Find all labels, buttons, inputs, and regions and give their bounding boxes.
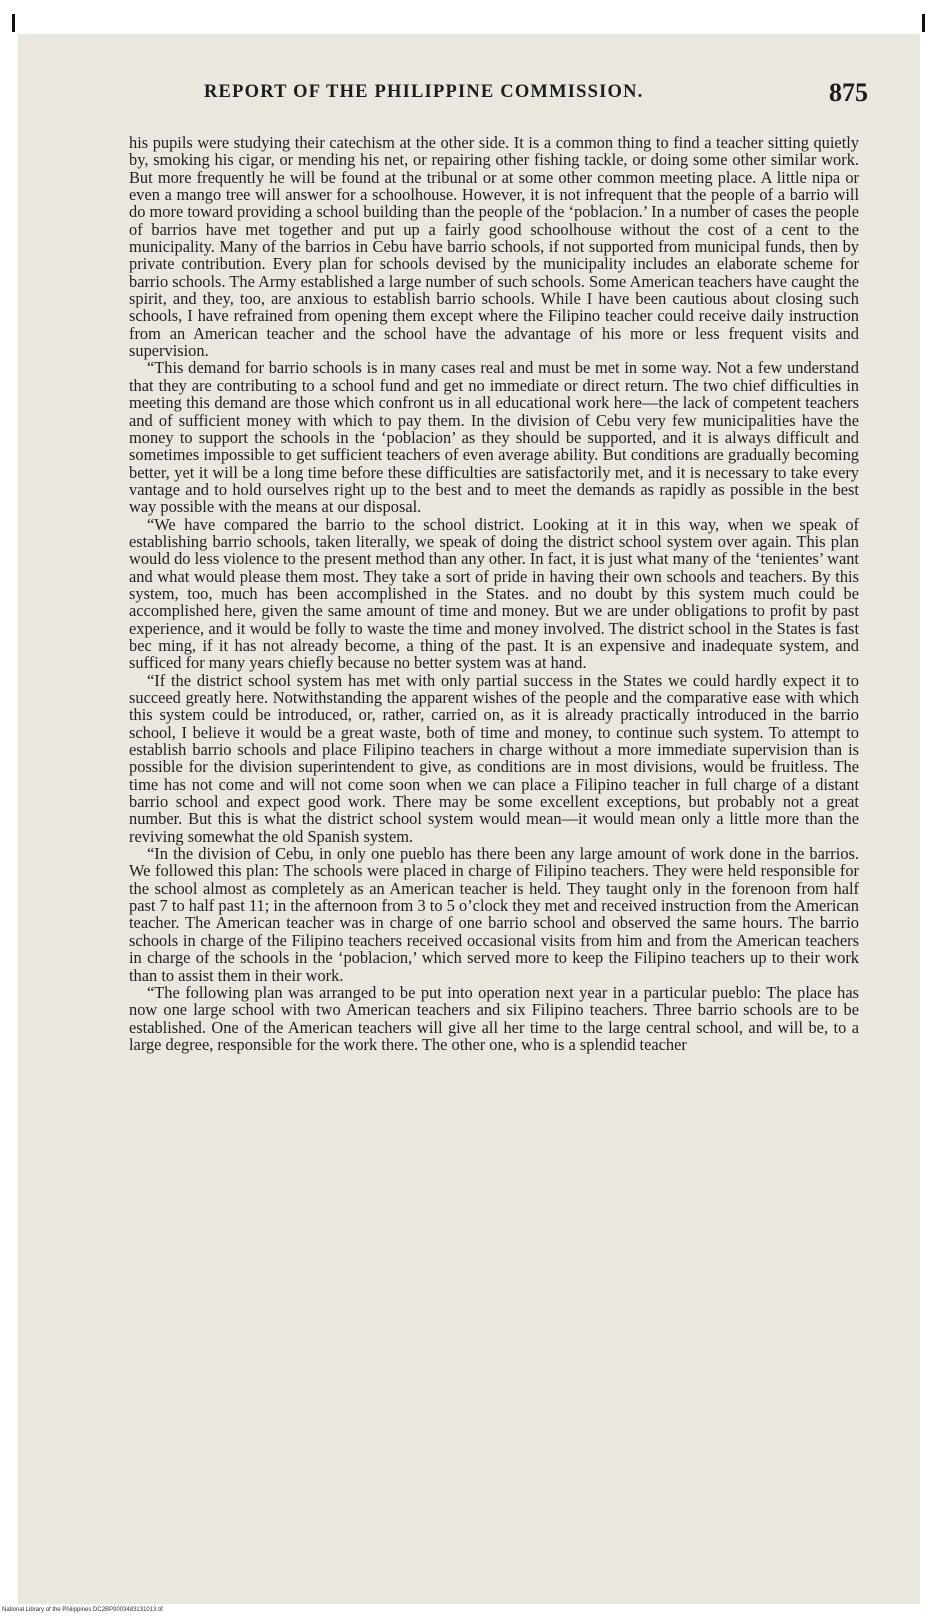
paragraph: “If the district school system has met with only partial success in the States we could hardly expect it to succeed greatly here. Notwithstanding the apparent wishes of the people and the comparative ease with which this system could be introduced, or, rather, carried on, as it is already practically introduced in the barrio school, I believe it would be a great waste, both of time and money, to continue such system. To attempt to establish barrio schools and place Filipino teachers in charge without a more immediate supervision than is possible for the division superintendent to give, as conditions are in most divisions, would be fruitless. The time has not come and will not come soon when we can place a Filipino teacher in full charge of a distant barrio school and expect good work. There may be some excellent exceptions, but probably not a great number. But this is what the district school system would mean—it would mean only a little more than the reviving somewhat the old Spanish system.	[129, 670, 859, 846]
crop-mark-left	[12, 14, 15, 32]
paragraph: “This demand for barrio schools is in many cases real and must be met in some way. Not a few understand that they are contributing to a school fund and get no immediate or direct return. The two chief difficulties in meeting this demand are those which confront us in all educational work here—the lack of competent teachers and of sufficient money with which to pay them. In the division of Cebu very few municipalities have the money to support the schools in the ‘poblacion’ as they should be supported, and it is always difficult and sometimes impossible to get sufficient teachers of even average ability. But conditions are gradually becoming better, yet it will be a long time before these difficulties are satisfactorily met, and it is necessary to take every vantage and to hold ourselves right up to the best and to meet the demands as rapidly as possible in the best way possible with the means at our disposal.	[129, 358, 859, 517]
scan-footer	[0, 1604, 938, 1621]
page-number: 875	[829, 78, 868, 107]
paragraph: his pupils were studying their catechism at the other side. It is a common thing to find a teacher sitting quietly by, smoking his cigar, or mending his net, or repairing other fishing tackle, or doing some other similar work. But more frequently he will be found at the tribunal or at some other common meeting place. A little nipa or even a mango tree will answer for a schoolhouse. However, it is not infrequent that the people of a barrio will do more toward providing a school building than the people of the ‘poblacion.’ In a number of cases the people of barrios have met together and put up a fairly good schoolhouse without the cost of a cent to the municipality. Many of the barrios in Cebu have barrio schools, if not supported from municipal funds, then by private contribution. Every plan for schools devised by the municipality includes an elaborate scheme for barrio schools. The Army established a large number of such schools. Some American teachers have caught the spirit, and they, too, are anxious to establish barrio schools. While I have been cautious about closing such schools, I have refrained from opening them except where the Filipino teacher could receive daily instruction from an American teacher and the school have the advantage of his more or less frequent visits and supervision.	[129, 133, 859, 361]
scan-top-margin	[0, 0, 938, 34]
page-header	[18, 78, 920, 112]
paragraph: “We have compared the barrio to the school district. Looking at it in this way, when we speak of establishing barrio schools, taken literally, we speak of doing the district school system over again. This plan would do less violence to the present method than any other. In fact, it is just what many of the ‘tenientes’ want and what would please them most. They take a sort of pride in having their own schools and teachers. By this system, too, much has been accomplished in the States. and no doubt by this system much could be accomplished here, given the same amount of time and money. But we are under obligations to profit by past experience, and it would be folly to waste the time and money involved. The district school in the States is fast bec ming, if it has not already become, a thing of the past. It is an expensive and inadequate system, and sufficed for many years chiefly because no better system was at hand.	[129, 514, 859, 673]
scan-credit: National Library of the Philippines DC2BP0003483131013.tif	[2, 1607, 163, 1613]
book-page	[18, 34, 920, 1604]
paragraph: “In the division of Cebu, in only one pueblo has there been any large amount of work done in the barrios. We followed this plan: The schools were placed in charge of Filipino teachers. They were held responsible for the school almost as completely as an American teacher is held. They taught only in the forenoon from half past 7 to half past 11; in the afternoon from 3 to 5 o’clock they met and received instruction from the American teacher. The American teacher was in charge of one barrio school and observed the same hours. The barrio schools in charge of the Filipino teachers received occasional visits from him and from the American teachers in charge of the schools in the ‘poblacion,’ which served more to keep the Filipino teachers up to their work than to assist them in their work.	[129, 844, 859, 985]
paragraph: “The following plan was arranged to be put into operation next year in a particular pueblo: The place has now one large school with two American teachers and six Filipino teachers. Three barrio schools are to be established. One of the American teachers will give all her time to the large central school, and will be, to a large degree, responsible for the work there. The other one, who is a splendid teacher	[129, 982, 859, 1054]
running-head: REPORT OF THE PHILIPPINE COMMISSION.	[204, 82, 644, 102]
body-text	[129, 134, 859, 1053]
crop-mark-right	[922, 14, 925, 32]
